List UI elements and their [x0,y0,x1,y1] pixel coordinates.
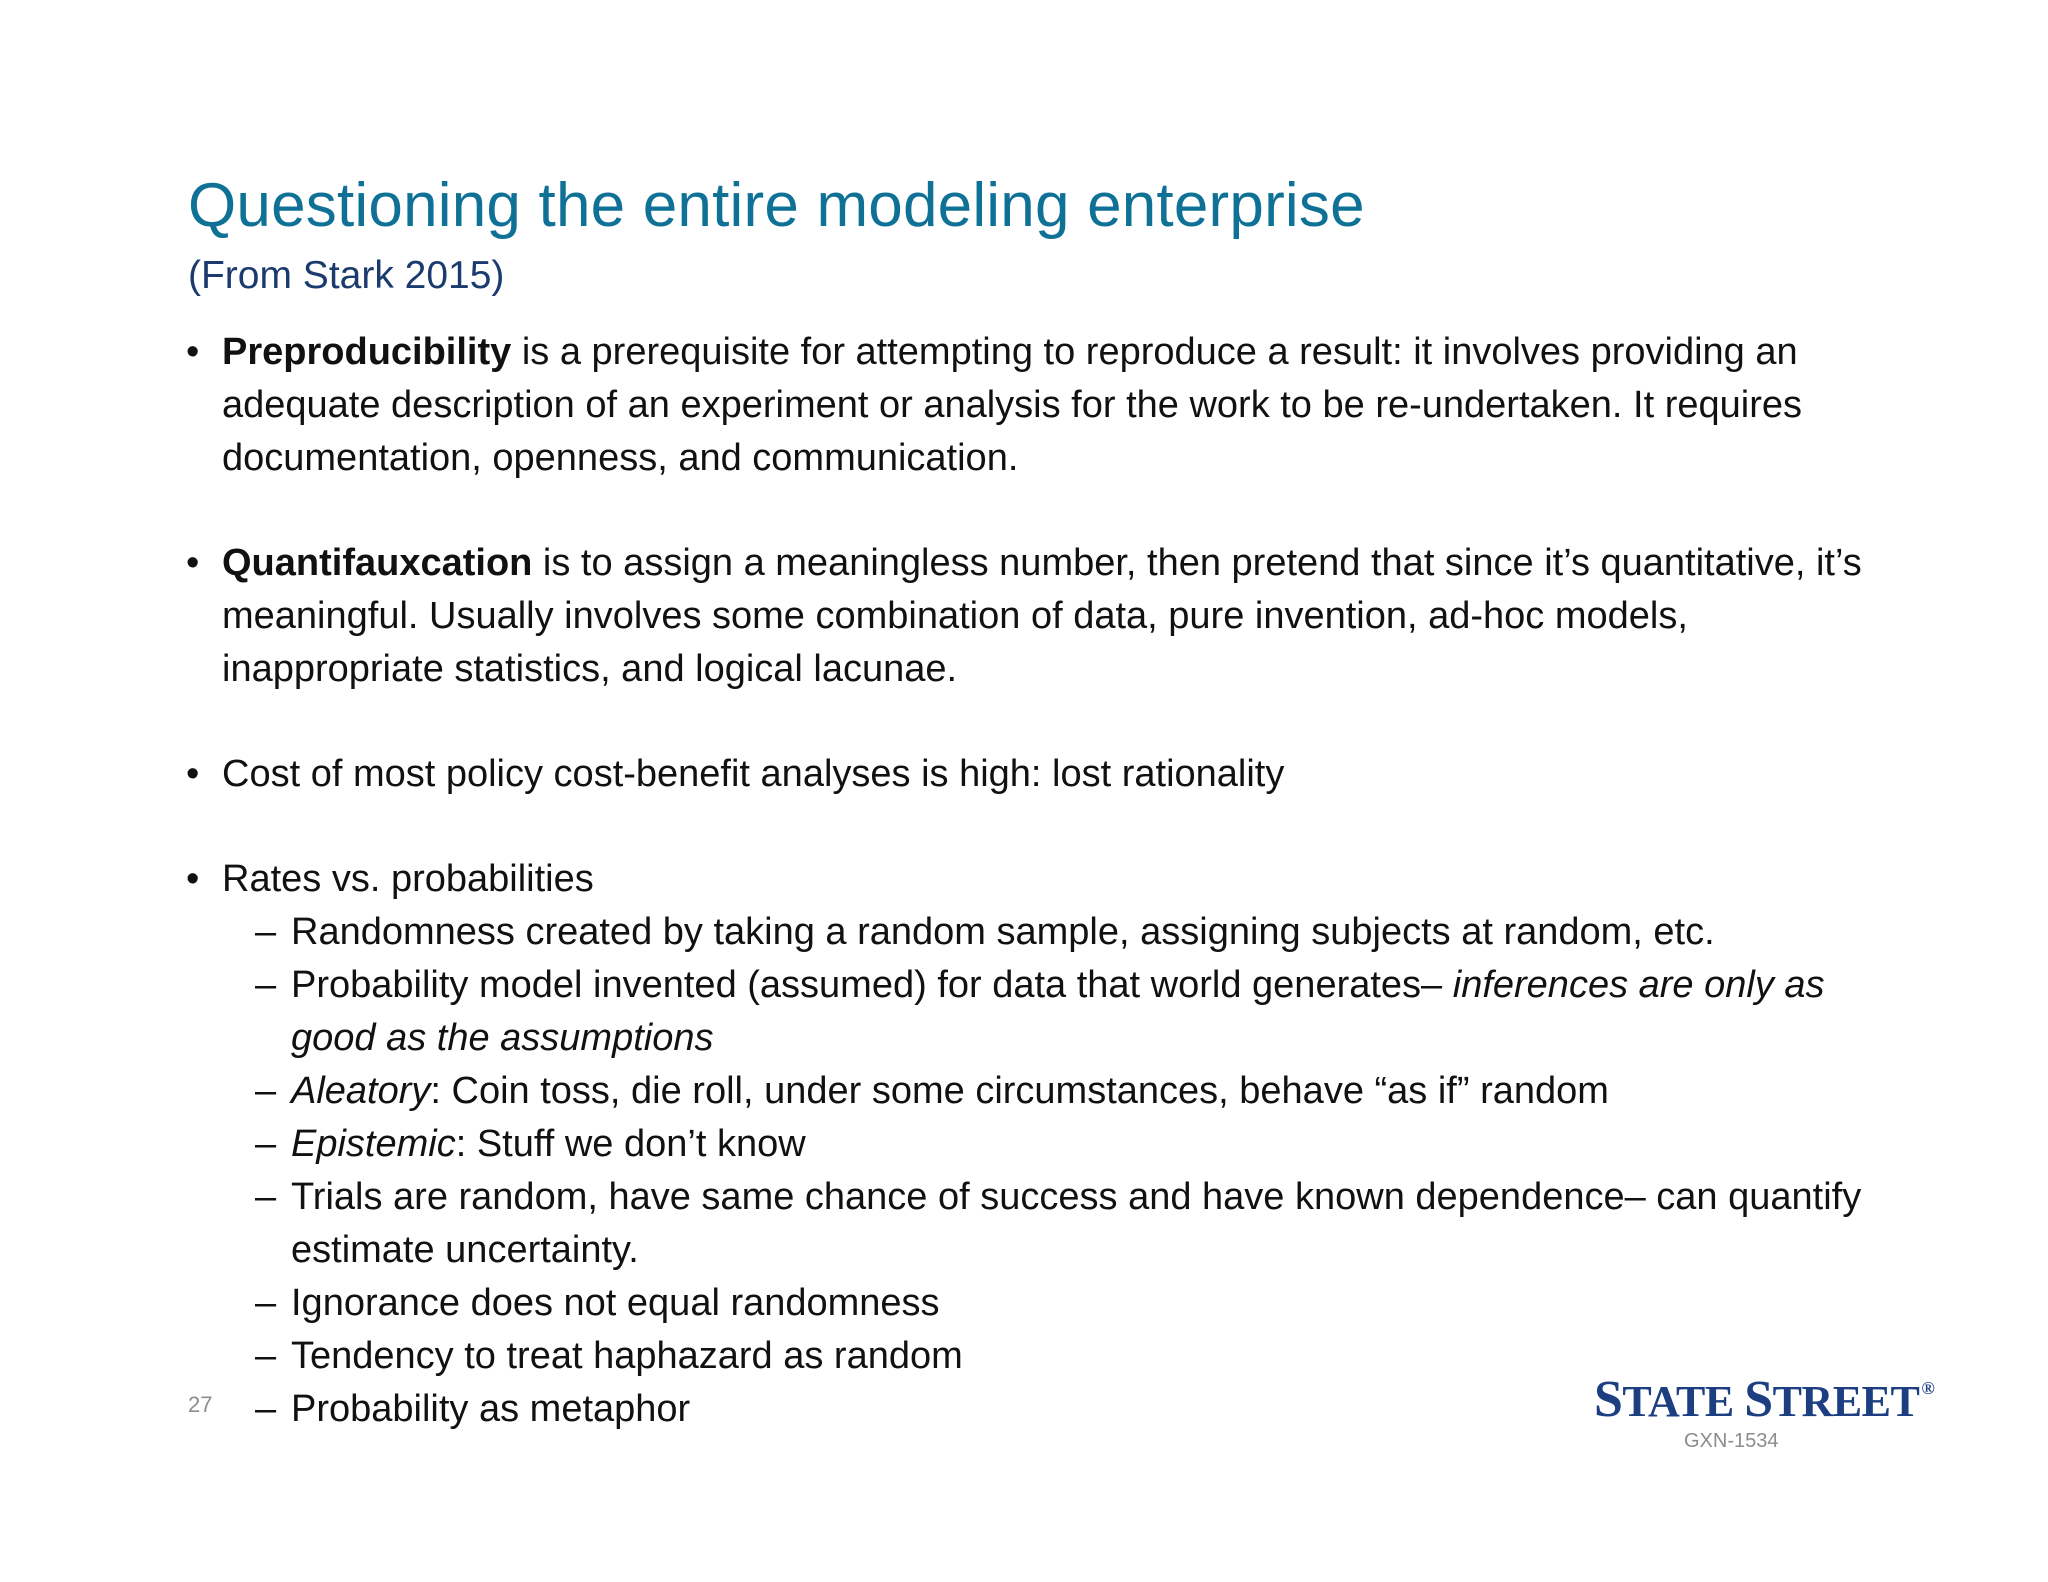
sub-bullet-italic-term: Epistemic [291,1123,456,1165]
sub-bullet-italic-text: inferences are only as good as the assumptions [291,964,1825,1059]
sub-bullet-text: Trials are random, have same chance of success and have known dependence– can quantify estimate uncertainty. [291,1176,1862,1271]
sub-bullet-text: Tendency to treat haphazard as random [291,1335,963,1377]
dash-marker: – [255,1123,277,1165]
bullet-text: is a prerequisite for attempting to reproduce a result: it involves providing an adequate description of an experiment or analysis for the work to be re-undertaken. It requires documentation, openness, and communication. [222,331,1802,479]
slide-subtitle: (From Stark 2015) [188,254,505,297]
bullet-rates-vs-probabilities [178,853,1878,906]
dash-marker: – [255,1388,277,1430]
document-code: GXN-1534 [1684,1430,1779,1452]
slide-content [178,326,1878,1436]
bullet-preproducibility [178,326,1878,485]
page-number: 27 [188,1392,213,1417]
dash-marker: – [255,1176,277,1218]
sub-bullet-text: Probability model invented (assumed) for data that world generates– [291,964,1453,1006]
sub-bullet-trials [178,1171,1878,1277]
dash-marker: – [255,1282,277,1324]
dash-marker: – [255,911,277,953]
bullet-quantifauxcation [178,537,1878,696]
slide-title: Questioning the entire modeling enterprise [188,171,1365,240]
sub-bullet-randomness [178,906,1878,959]
sub-bullet-text: : Coin toss, die roll, under some circumstances, behave “as if” random [430,1070,1609,1112]
sub-bullet-list [178,906,1878,1436]
sub-bullet-text: Ignorance does not equal randomness [291,1282,940,1324]
bullet-text: Rates vs. probabilities [222,858,594,900]
bullet-cost-benefit [178,748,1878,801]
dash-marker: – [255,1335,277,1377]
bullet-text: is to assign a meaningless number, then pretend that since it’s quantitative, it’s meaningful. Usually involves some combination of data, pure invention, ad-hoc models, inappropriate statistics, and logical lacunae. [222,542,1862,690]
sub-bullet-probability-model [178,959,1878,1065]
sub-bullet-aleatory [178,1065,1878,1118]
sub-bullet-text: : Stuff we don’t know [455,1123,806,1165]
state-street-logo: STATE STREET ® [1594,1371,1935,1428]
dash-marker: – [255,964,277,1006]
bullet-term: Preproducibility [222,331,512,373]
dash-marker: – [255,1070,277,1112]
bullet-marker: • [186,753,200,795]
sub-bullet-italic-term: Aleatory [291,1070,431,1112]
sub-bullet-text: Probability as metaphor [291,1388,691,1430]
bullet-term: Quantifauxcation [222,542,533,584]
sub-bullet-ignorance [178,1277,1878,1330]
bullet-marker: • [186,858,200,900]
bullet-marker: • [186,331,200,373]
sub-bullet-epistemic [178,1118,1878,1171]
sub-bullet-text: Randomness created by taking a random sample, assigning subjects at random, etc. [291,911,1715,953]
bullet-marker: • [186,542,200,584]
bullet-text: Cost of most policy cost-benefit analyses is high: lost rationality [222,753,1285,795]
